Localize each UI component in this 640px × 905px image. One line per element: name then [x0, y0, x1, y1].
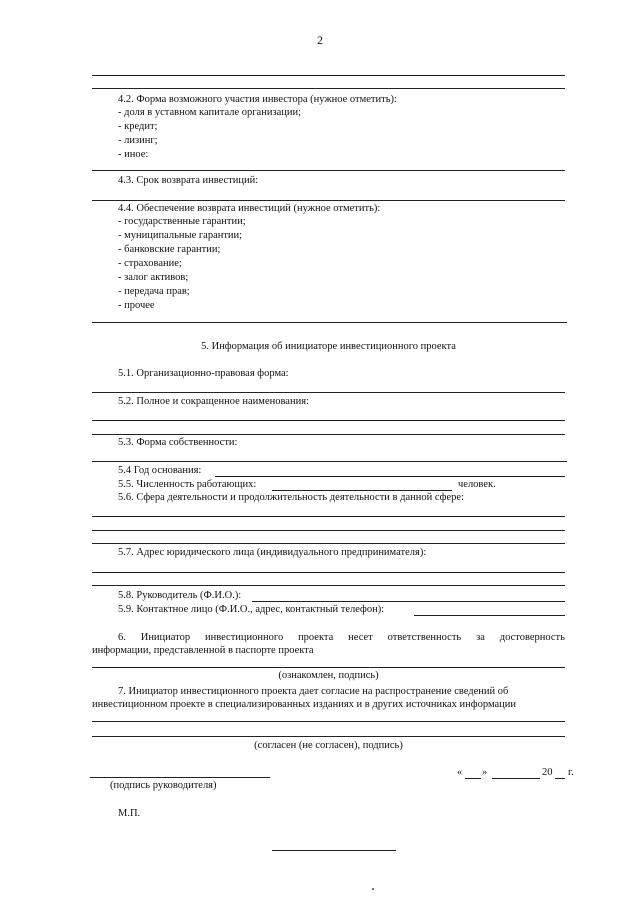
field-5-7-line-2[interactable]	[92, 585, 565, 586]
section-6-word: проекта	[298, 632, 334, 643]
section-7-caption: (согласен (не согласен), подпись)	[254, 740, 403, 751]
date-month-line[interactable]	[492, 778, 540, 779]
field-5-9-line[interactable]	[414, 615, 565, 616]
field-5-6-label: 5.6. Сфера деятельности и продолжительность деятельности в данной сфере:	[118, 492, 464, 503]
list-item: - доля в уставном капитале организации;	[118, 107, 302, 118]
section-6-word: за	[476, 632, 485, 643]
top-rule-2	[92, 88, 565, 89]
section-6-signature-line[interactable]	[92, 667, 565, 668]
section-6-word: 6.	[118, 632, 126, 643]
list-item: - банковские гарантии;	[118, 244, 221, 255]
field-5-6-line-3[interactable]	[92, 543, 565, 544]
section-4-3-title: 4.3. Срок возврата инвестиций:	[118, 175, 259, 186]
section-7-line-2: инвестиционном проекте в специализированных изданиях и в других источниках информации	[92, 699, 517, 710]
stamp-mark: М.П.	[118, 808, 141, 819]
section-4-2-title: 4.2. Форма возможного участия инвестора (нужное отметить):	[118, 94, 397, 105]
section-6-word: инвестиционного	[205, 632, 284, 643]
section-6-line-2: информации, представленной в паспорте проекта	[92, 645, 314, 656]
list-item: - лизинг;	[118, 135, 158, 146]
top-rule-1	[92, 75, 565, 76]
field-5-5-unit: человек.	[458, 479, 496, 490]
manager-signature-line[interactable]	[90, 777, 270, 778]
field-5-9-label: 5.9. Контактное лицо (Ф.И.О., адрес, контактный телефон):	[118, 604, 385, 615]
scan-speck	[372, 888, 374, 890]
section-7-signature-line[interactable]	[92, 736, 565, 737]
section-6-caption: (ознакомлен, подпись)	[278, 670, 379, 681]
list-item: - прочее	[118, 300, 155, 311]
date-year-suffix: г.	[568, 767, 574, 778]
list-item: - страхование;	[118, 258, 182, 269]
field-5-3-line[interactable]	[92, 461, 567, 462]
section-6-line-1	[118, 632, 565, 644]
rule-after-4-4	[92, 322, 567, 323]
field-5-4-label: 5.4 Год основания:	[118, 465, 202, 476]
field-5-7-label: 5.7. Адрес юридического лица (индивидуального предпринимателя):	[118, 547, 427, 558]
field-5-8-line[interactable]	[252, 601, 565, 602]
field-5-5-label: 5.5. Численность работающих:	[118, 479, 257, 490]
date-year-prefix: 20	[542, 767, 553, 778]
field-5-4-line[interactable]	[215, 476, 565, 477]
list-item: - залог активов;	[118, 272, 189, 283]
field-5-3-label: 5.3. Форма собственности:	[118, 437, 238, 448]
field-5-7-line-1[interactable]	[92, 572, 565, 573]
field-5-8-label: 5.8. Руководитель (Ф.И.О.):	[118, 590, 242, 601]
field-5-2-label: 5.2. Полное и сокращенное наименования:	[118, 396, 309, 407]
date-day-line[interactable]	[465, 778, 481, 779]
section-6-word: несет	[348, 632, 373, 643]
field-5-2-line-2[interactable]	[92, 434, 565, 435]
date-open-quote: «	[457, 767, 463, 778]
field-5-1-line[interactable]	[92, 392, 565, 393]
field-5-2-line-1[interactable]	[92, 420, 565, 421]
section-4-4-title: 4.4. Обеспечение возврата инвестиций (нужное отметить):	[118, 203, 381, 214]
manager-signature-caption: (подпись руководителя)	[110, 780, 217, 791]
section-5-heading: 5. Информация об инициаторе инвестиционного проекта	[201, 341, 456, 352]
section-6-word: ответственность	[387, 632, 462, 643]
field-5-6-line-2[interactable]	[92, 530, 565, 531]
list-item: - муниципальные гарантии;	[118, 230, 243, 241]
list-item: - кредит;	[118, 121, 158, 132]
date-close-quote: »	[482, 767, 488, 778]
section-7-line-1: 7. Инициатор инвестиционного проекта дает согласие на распространение сведений об	[118, 686, 509, 697]
field-5-1-label: 5.1. Организационно-правовая форма:	[118, 368, 289, 379]
date-year-line[interactable]	[555, 778, 565, 779]
page-number: 2	[317, 33, 323, 47]
list-item: - государственные гарантии;	[118, 216, 246, 227]
rule-after-4-2	[92, 170, 565, 171]
field-5-5-line[interactable]	[272, 490, 452, 491]
section-6-word: Инициатор	[140, 632, 191, 643]
rule-after-4-3	[92, 200, 565, 201]
section-7-line-a[interactable]	[92, 721, 565, 722]
bottom-rule	[272, 850, 396, 851]
section-6-word: достоверность	[499, 632, 565, 643]
list-item: - иное:	[118, 149, 149, 160]
field-5-6-line-1[interactable]	[92, 516, 565, 517]
list-item: - передача прав;	[118, 286, 190, 297]
